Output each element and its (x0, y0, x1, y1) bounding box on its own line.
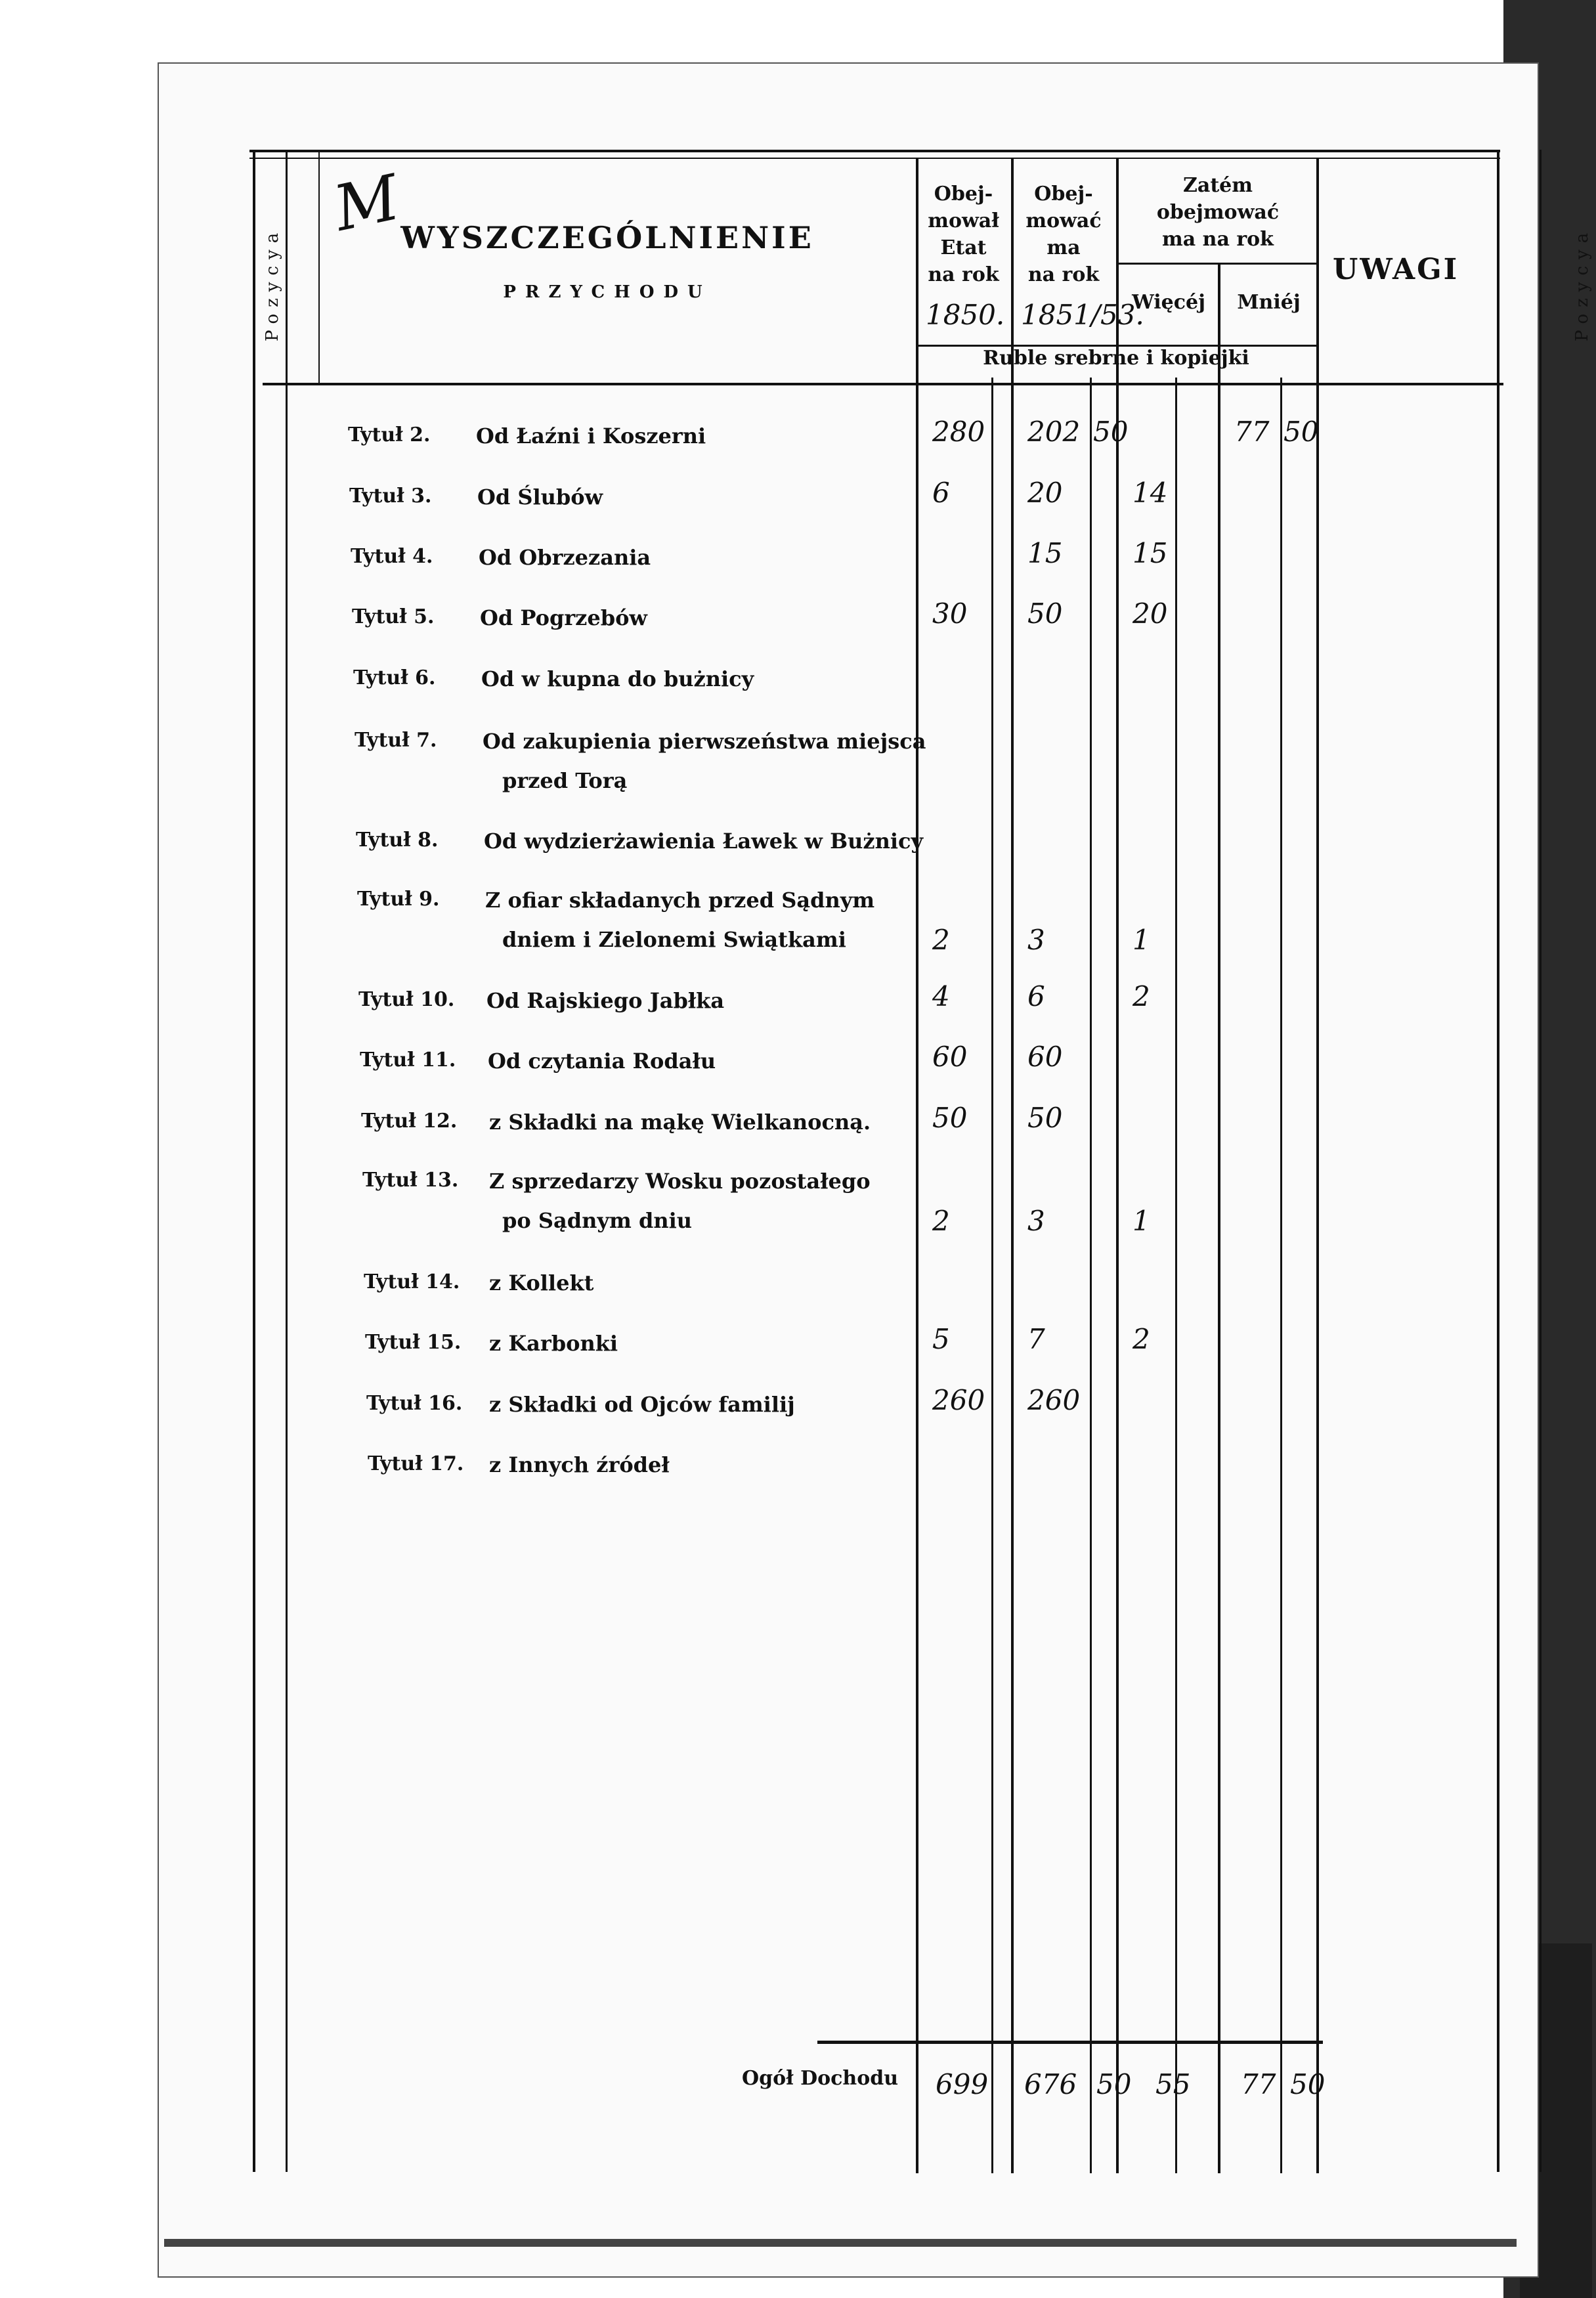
row-tytul: Tytuł 5. (352, 605, 435, 628)
col1-kop-line (991, 378, 993, 2173)
row-label: Od czytania Rodału (488, 1049, 716, 1073)
row-col1-value: 60 (932, 1041, 968, 1073)
next-page-border (1540, 150, 1542, 2172)
col2-kop-line (1090, 378, 1092, 2173)
row-tytul: Tytuł 7. (355, 729, 437, 752)
total-rule (817, 2041, 1323, 2044)
row-col3-value: 2 (1132, 1323, 1150, 1355)
total-col3: 55 (1155, 2068, 1191, 2100)
row-tytul: Tytuł 14. (364, 1270, 460, 1293)
row-label: Od Łaźni i Koszerni (476, 423, 706, 448)
row-col2-value: 202 (1027, 416, 1081, 448)
row-label: Od wydzierżawienia Ławek w Bużnicy (484, 829, 924, 854)
row-tytul: Tytuł 12. (361, 1110, 458, 1133)
col1-header: Obej- mował Etat na rok (928, 183, 999, 286)
col3-mniej-header: Mniéj (1237, 291, 1301, 314)
col2-left-line (1011, 158, 1014, 2173)
row-col1-value: 280 (932, 416, 985, 448)
row-col2-value: 60 (1027, 1041, 1063, 1073)
row-col3-value: 1 (1132, 924, 1150, 956)
row-col1-value: 4 (932, 980, 950, 1012)
title-col-border (318, 150, 320, 383)
row-col2-value: 6 (1027, 980, 1045, 1012)
row-label: z Składki na mąkę Wielkanocną. (489, 1110, 871, 1135)
top-rule (249, 150, 1500, 152)
row-col1-value: 2 (932, 924, 950, 956)
uwagi-header: UWAGI (1333, 253, 1459, 286)
top-rule-thin (249, 158, 1500, 159)
total-col1: 699 (936, 2068, 989, 2100)
total-col2-kop: 50 (1096, 2068, 1132, 2100)
col3-header: Zatém obejmować ma na rok (1156, 174, 1280, 251)
row-tytul: Tytuł 13. (362, 1169, 459, 1192)
col1-left-line (916, 158, 918, 2173)
row-col2-value: 260 (1027, 1384, 1081, 1416)
row-label: z Karbonki (489, 1331, 618, 1356)
total-col2: 676 (1024, 2068, 1077, 2100)
left-border (253, 150, 255, 2172)
row-col1-value: 50 (932, 1102, 968, 1134)
row-col2-value: 15 (1027, 537, 1063, 569)
row-col4-kop: 50 (1283, 416, 1319, 448)
col2-header: Obej- mować ma na rok (1025, 183, 1102, 286)
row-col2-value: 50 (1027, 1102, 1063, 1134)
row-tytul: Tytuł 4. (351, 545, 433, 568)
row-col3-value: 2 (1132, 980, 1150, 1012)
col3-left-line (1116, 158, 1119, 2173)
row-col2-value: 20 (1027, 477, 1063, 509)
row-col2-kop: 50 (1093, 416, 1129, 448)
row-col1-value: 260 (932, 1384, 985, 1416)
row-col4-value: 77 (1234, 416, 1270, 448)
row-label: Od Rajskiego Jabłka (486, 988, 725, 1013)
col4-kop-line (1280, 378, 1282, 2173)
col2-year: 1851/53. (1021, 299, 1144, 331)
row-label: dniem i Zielonemi Swiątkami (502, 927, 846, 952)
row-col1-value: 2 (932, 1205, 950, 1237)
row-col3-value: 15 (1132, 537, 1168, 569)
row-label: przed Torą (502, 768, 628, 793)
row-col3-value: 20 (1132, 597, 1168, 630)
row-tytul: Tytuł 3. (349, 485, 432, 508)
pozycya-header: Pozycya (263, 226, 282, 341)
row-col2-value: 7 (1027, 1323, 1045, 1355)
row-col3-value: 1 (1132, 1205, 1150, 1237)
row-col3-value: 14 (1132, 477, 1168, 509)
row-col1-value: 30 (932, 597, 968, 630)
row-label: z Innych źródeł (489, 1452, 670, 1477)
total-col4: 77 (1241, 2068, 1276, 2100)
row-col1-value: 5 (932, 1323, 950, 1355)
monogram-mark: M (328, 162, 406, 246)
row-tytul: Tytuł 15. (365, 1331, 462, 1354)
col1-year: 1850. (926, 299, 1005, 331)
uwagi-left-line (1316, 158, 1319, 2173)
row-label: z Kollekt (489, 1270, 594, 1295)
pozycya-col-border (286, 150, 288, 2172)
total-label: Ogół Dochodu (742, 2067, 899, 2090)
row-label: Od Pogrzebów (480, 605, 647, 630)
row-label: Od w kupna do bużnicy (481, 666, 754, 691)
page-bottom-edge (164, 2239, 1517, 2247)
row-col2-value: 3 (1027, 924, 1045, 956)
col4-left-line (1218, 263, 1220, 2173)
row-label: po Sądnym dniu (502, 1208, 692, 1233)
row-label: Od Ślubów (477, 485, 603, 509)
row-col2-value: 3 (1027, 1205, 1045, 1237)
col3-wiecej-header: Więcéj (1132, 291, 1205, 314)
row-tytul: Tytuł 17. (368, 1452, 464, 1475)
row-label: Od Obrzezania (479, 545, 651, 570)
pozycya-header-next-page: Pozycya (1572, 226, 1592, 341)
row-tytul: Tytuł 10. (358, 988, 455, 1011)
row-tytul: Tytuł 2. (348, 423, 431, 446)
right-border (1497, 150, 1499, 2172)
total-col4-kop: 50 (1290, 2068, 1326, 2100)
row-label: Od zakupienia pierwszeństwa miejsca (483, 729, 926, 754)
ruble-header: Ruble srebrne i kopiejki (983, 347, 1249, 370)
row-tytul: Tytuł 9. (357, 888, 440, 911)
page-title: WYSZCZEGÓLNIENIE (400, 220, 814, 255)
row-label: z Składki od Ojców familij (489, 1392, 795, 1417)
page-subtitle: PRZYCHODU (503, 282, 712, 302)
row-col1-value: 6 (932, 477, 950, 509)
row-label: Z sprzedarzy Wosku pozostałego (489, 1169, 871, 1194)
row-col2-value: 50 (1027, 597, 1063, 630)
row-tytul: Tytuł 11. (360, 1049, 456, 1072)
col3-kop-line (1175, 378, 1177, 2173)
row-tytul: Tytuł 6. (353, 666, 436, 689)
row-tytul: Tytuł 8. (356, 829, 439, 852)
row-label: Z ofiar składanych przed Sądnym (485, 888, 875, 913)
zatem-split-rule (1116, 263, 1316, 265)
row-tytul: Tytuł 16. (366, 1392, 463, 1415)
